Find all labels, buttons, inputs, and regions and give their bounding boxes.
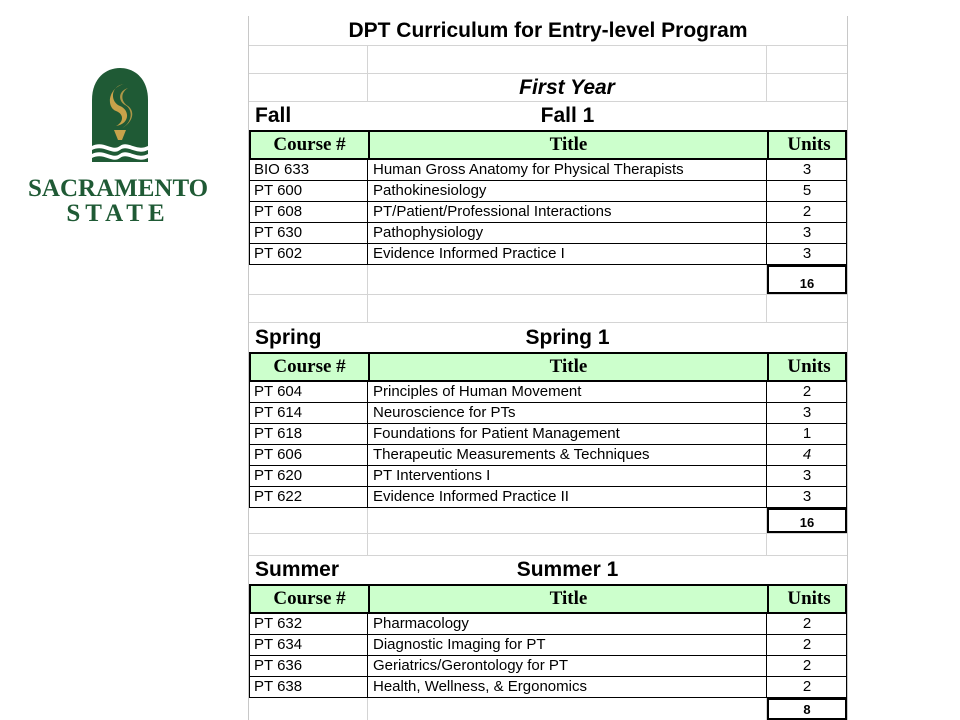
course-units: 3: [802, 467, 812, 484]
course-title: Human Gross Anatomy for Physical Therapists: [368, 160, 767, 180]
term-season: Spring: [255, 326, 322, 349]
course-units: 2: [802, 678, 812, 695]
course-code: PT 620: [249, 466, 368, 486]
course-title: Pathokinesiology: [368, 181, 767, 201]
course-row: [249, 160, 847, 181]
column-header-row: [249, 130, 847, 160]
curriculum-sheet: [248, 16, 848, 720]
course-code: PT 632: [249, 614, 368, 634]
course-title: Therapeutic Measurements & Techniques: [368, 445, 767, 465]
total-row: [249, 265, 847, 295]
course-code: PT 608: [249, 202, 368, 222]
total-row: [249, 508, 847, 534]
year-row: [249, 74, 847, 102]
term-row-summer: [249, 556, 847, 584]
course-title: Pharmacology: [368, 614, 767, 634]
course-row: [249, 382, 847, 403]
blank-row: [249, 46, 847, 74]
term-name: Spring 1: [525, 326, 610, 349]
course-row: [249, 656, 847, 677]
course-code: PT 614: [249, 403, 368, 423]
course-units: 1: [802, 425, 812, 442]
column-header-course: Course #: [251, 586, 370, 612]
course-code: PT 602: [249, 244, 368, 264]
column-header-units: Units: [787, 134, 831, 155]
blank-row: [249, 295, 847, 323]
course-units: 3: [802, 404, 812, 421]
column-header-title: Title: [370, 586, 769, 612]
course-units: 3: [802, 488, 812, 505]
term-season: Summer: [255, 558, 340, 581]
course-row: [249, 181, 847, 202]
course-title: Pathophysiology: [368, 223, 767, 243]
title-row: [249, 16, 847, 46]
course-units: 2: [802, 615, 812, 632]
course-row: [249, 466, 847, 487]
term-total-units: 16: [767, 265, 847, 294]
column-header-row: [249, 352, 847, 382]
course-row: [249, 614, 847, 635]
term-season: Fall: [255, 104, 292, 127]
course-units: 4: [802, 446, 812, 463]
column-header-row: [249, 584, 847, 614]
course-code: PT 622: [249, 487, 368, 507]
column-header-units: Units: [787, 356, 831, 377]
course-title: Evidence Informed Practice II: [368, 487, 767, 507]
course-code: PT 600: [249, 181, 368, 201]
course-row: [249, 445, 847, 466]
course-code: PT 636: [249, 656, 368, 676]
course-code: PT 604: [249, 382, 368, 402]
logo-text-line1: SACRAMENTO: [28, 175, 209, 202]
course-row: [249, 202, 847, 223]
course-title: PT Interventions I: [368, 466, 767, 486]
logo-text-line2: STATE: [66, 200, 170, 227]
course-row: [249, 635, 847, 656]
course-code: PT 618: [249, 424, 368, 444]
term-row-fall: [249, 102, 847, 130]
course-code: PT 606: [249, 445, 368, 465]
column-header-title: Title: [370, 132, 769, 158]
page-title: DPT Curriculum for Entry-level Program: [348, 19, 748, 42]
shield-torch-icon: [88, 66, 152, 170]
term-total-units: 16: [767, 508, 847, 533]
sacramento-state-logo: [28, 66, 208, 226]
column-header-course: Course #: [251, 354, 370, 380]
course-code: BIO 633: [249, 160, 368, 180]
column-header-title: Title: [370, 354, 769, 380]
blank-row: [249, 534, 847, 556]
course-title: Health, Wellness, & Ergonomics: [368, 677, 767, 697]
course-units: 3: [802, 224, 812, 241]
course-title: Geriatrics/Gerontology for PT: [368, 656, 767, 676]
course-code: PT 638: [249, 677, 368, 697]
course-code: PT 630: [249, 223, 368, 243]
course-units: 3: [802, 161, 812, 178]
total-row: [249, 698, 847, 720]
course-units: 2: [802, 657, 812, 674]
course-title: Evidence Informed Practice I: [368, 244, 767, 264]
term-row-spring: [249, 324, 847, 352]
course-units: 2: [802, 636, 812, 653]
year-heading: First Year: [368, 74, 767, 101]
course-units: 5: [802, 182, 812, 199]
course-code: PT 634: [249, 635, 368, 655]
course-title: Foundations for Patient Management: [368, 424, 767, 444]
term-name: Fall 1: [540, 104, 595, 127]
course-title: Principles of Human Movement: [368, 382, 767, 402]
course-row: [249, 424, 847, 445]
course-title: Diagnostic Imaging for PT: [368, 635, 767, 655]
term-total-units: 8: [767, 698, 847, 720]
course-units: 2: [802, 383, 812, 400]
column-header-course: Course #: [251, 132, 370, 158]
course-units: 3: [802, 245, 812, 262]
course-units: 2: [802, 203, 812, 220]
course-row: [249, 403, 847, 424]
column-header-units: Units: [787, 588, 831, 609]
course-title: PT/Patient/Professional Interactions: [368, 202, 767, 222]
term-name: Summer 1: [516, 558, 619, 581]
course-row: [249, 244, 847, 265]
course-row: [249, 677, 847, 698]
course-title: Neuroscience for PTs: [368, 403, 767, 423]
course-row: [249, 487, 847, 508]
course-row: [249, 223, 847, 244]
